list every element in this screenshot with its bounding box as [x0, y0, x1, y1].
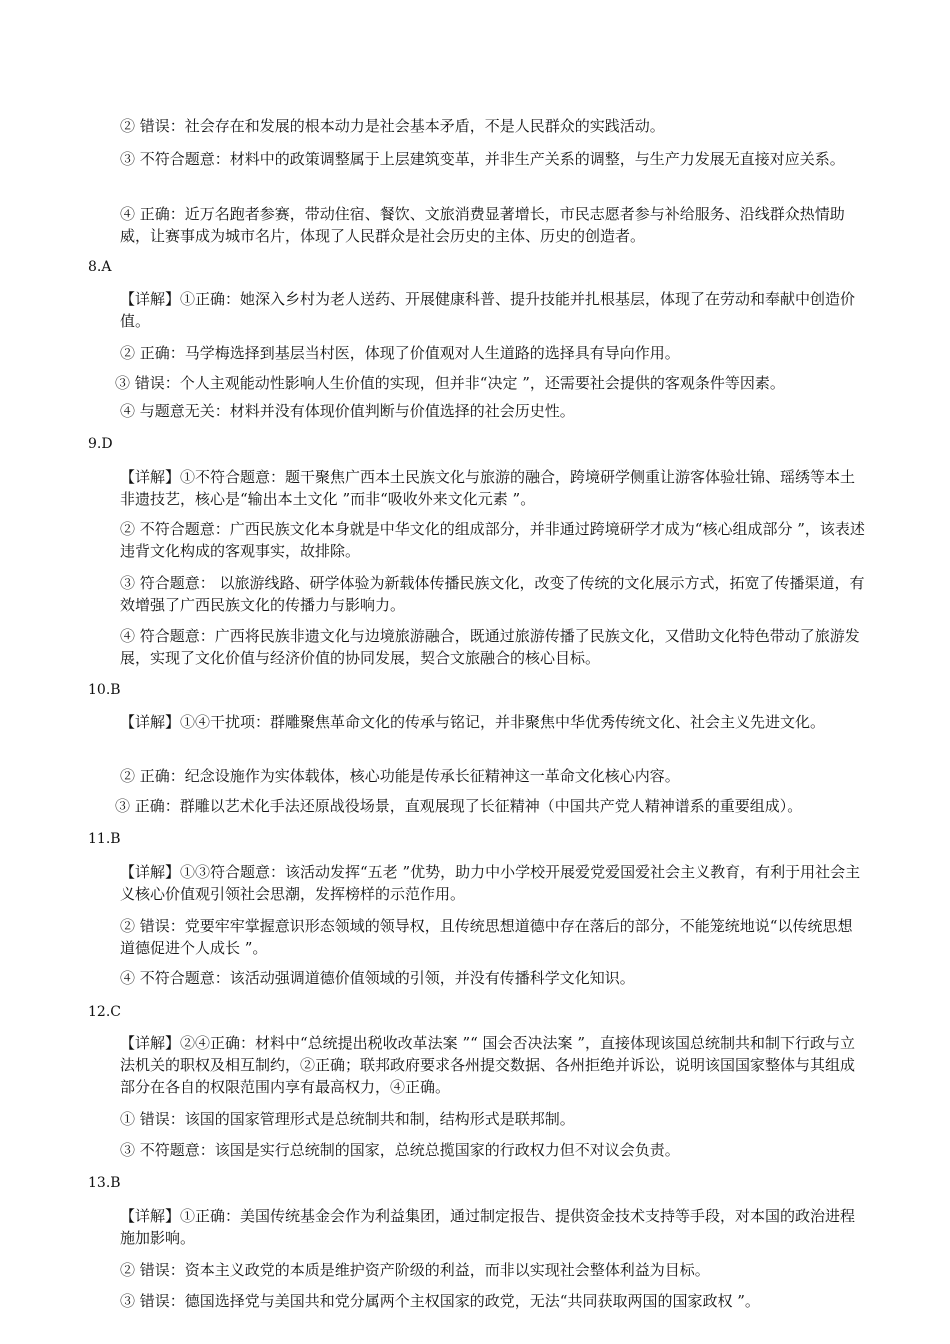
- answer-explanation-8-4: ④ 与题意无关：材料并没有体现价值判断与价值选择的社会历史性。: [120, 402, 575, 420]
- answer-explanation-10-2: ② 正确：纪念设施作为实体载体，核心功能是传承长征精神这一革命文化核心内容。: [120, 767, 680, 785]
- answer-explanation-8-detail: 【详解】①正确：她深入乡村为老人送药、开展健康科普、提升技能并扎根基层，体现了在劳动和奉献中创造价值。: [120, 290, 856, 330]
- answer-explanation-7-4: ④ 正确：近万名跑者参赛，带动住宿、餐饮、文旅消费显著增长，市民志愿者参与补给服务、沿线群众热情助威，让赛事成为城市名片，体现了人民群众是社会历史的主体、历史的创造者。: [120, 205, 845, 245]
- answer-explanation-11-4: ④ 不符合题意：该活动强调道德价值领域的引领，并没有传播科学文化知识。: [120, 969, 635, 987]
- answer-explanation-13-detail: 【详解】①正确：美国传统基金会作为利益集团，通过制定报告、提供资金技术支持等手段，对本国的政治进程施加影响。: [120, 1207, 856, 1247]
- question-number-10: 10.B: [88, 682, 121, 698]
- question-number-9: 9.D: [88, 436, 113, 452]
- question-number-13: 13.B: [88, 1175, 121, 1191]
- answer-explanation-9-2: ② 不符合题意：广西民族文化本身就是中华文化的组成部分，并非通过跨境研学才成为“核心组成部分 ”，该表述违背文化构成的客观事实，故排除。: [120, 520, 865, 560]
- answer-explanation-9-3: ③ 符合题意： 以旅游线路、研学体验为新载体传播民族文化，改变了传统的文化展示方式，拓宽了传播渠道，有效增强了广西民族文化的传播力与影响力。: [120, 574, 865, 614]
- answer-explanation-7-3: ③ 不符合题意：材料中的政策调整属于上层建筑变革，并非生产关系的调整，与生产力发展无直接对应关系。: [120, 150, 845, 168]
- answer-explanation-12-1: ① 错误：该国的国家管理形式是总统制共和制，结构形式是联邦制。: [120, 1110, 575, 1128]
- answer-explanation-11-2: ② 错误：党要牢牢掌握意识形态领域的领导权，且传统思想道德中存在落后的部分，不能笼统地说“以传统思想道德促进个人成长 ”。: [120, 917, 853, 957]
- answer-explanation-10-3: ③ 正确：群雕以艺术化手法还原战役场景，直观展现了长征精神（中国共产党人精神谱系的重要组成）。: [115, 797, 803, 815]
- answer-explanation-7-2: ② 错误：社会存在和发展的根本动力是社会基本矛盾，不是人民群众的实践活动。: [120, 117, 665, 135]
- answer-explanation-12-3: ③ 不符题意：该国是实行总统制的国家，总统总揽国家的行政权力但不对议会负责。: [120, 1141, 680, 1159]
- question-number-12: 12.C: [88, 1004, 121, 1020]
- answer-explanation-9-4: ④ 符合题意：广西将民族非遗文化与边境旅游融合，既通过旅游传播了民族文化，又借助文化特色带动了旅游发展，实现了文化价值与经济价值的协同发展，契合文旅融合的核心目标。: [120, 627, 860, 667]
- answer-explanation-12-detail: 【详解】②④正确：材料中“总统提出税收改革法案 ”“ 国会否决法案 ”，直接体现该国总统制共和制下行政与立法机关的职权及相互制约，②正确；联邦政府要求各州提交数据、各州拒绝并诉讼，说明该国国家整体与其组成部分在各自的权限范围内享有最高权力，④正确。: [120, 1034, 856, 1096]
- answer-explanation-11-detail: 【详解】①③符合题意：该活动发挥“五老 ”优势，助力中小学校开展爱党爱国爱社会主义教育，有利于用社会主义核心价值观引领社会思潮，发挥榜样的示范作用。: [120, 863, 861, 903]
- answer-explanation-9-detail: 【详解】①不符合题意：题干聚焦广西本土民族文化与旅游的融合，跨境研学侧重让游客体验壮锦、瑶绣等本土非遗技艺，核心是“输出本土文化 ”而非“吸收外来文化元素 ”。: [120, 468, 856, 508]
- answer-explanation-8-2: ② 正确：马学梅选择到基层当村医，体现了价值观对人生道路的选择具有导向作用。: [120, 344, 680, 362]
- question-number-11: 11.B: [88, 831, 121, 847]
- answer-explanation-13-2: ② 错误：资本主义政党的本质是维护资产阶级的利益，而非以实现社会整体利益为目标。: [120, 1261, 710, 1279]
- question-number-8: 8.A: [88, 259, 112, 275]
- answer-explanation-10-detail: 【详解】①④干扰项：群雕聚焦革命文化的传承与铭记，并非聚焦中华优秀传统文化、社会主义先进文化。: [120, 713, 826, 731]
- answer-explanation-8-3: ③ 错误：个人主观能动性影响人生价值的实现，但并非“决定 ”，还需要社会提供的客观条件等因素。: [115, 374, 785, 392]
- answer-explanation-13-3: ③ 错误：德国选择党与美国共和党分属两个主权国家的政党，无法“共同获取两国的国家政权 ”。: [120, 1292, 760, 1310]
